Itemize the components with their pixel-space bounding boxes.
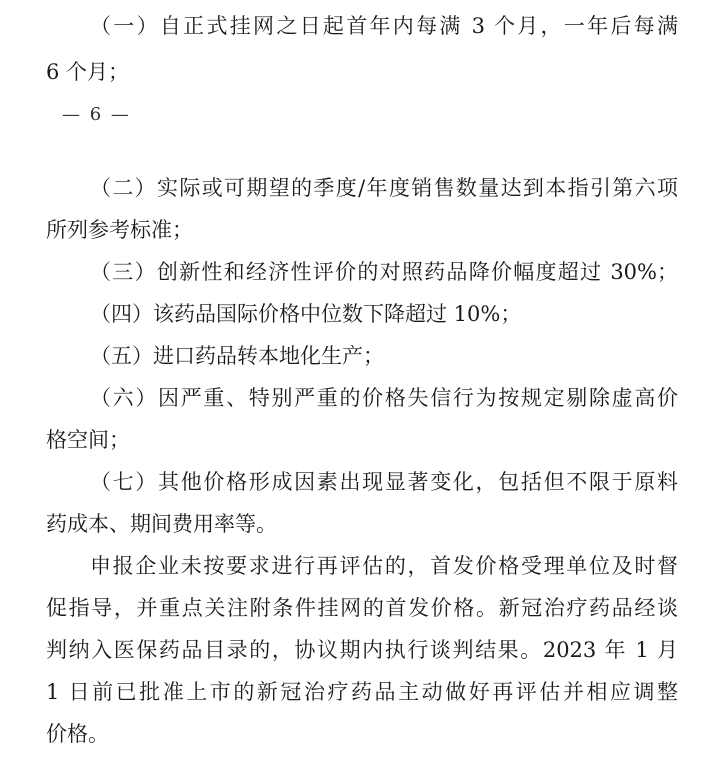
paragraph-1-line-1: （一）自正式挂网之日起首年内每满 3 个月，一年后每满 [90, 14, 678, 38]
paragraph-7-line-1: （七）其他价格形成因素出现显著变化，包括但不限于原料 [90, 470, 678, 494]
paragraph-8-line-2: 促指导，并重点关注附条件挂网的首发价格。新冠治疗药品经谈 [46, 596, 678, 620]
paragraph-6-line-2: 格空间； [46, 428, 130, 452]
paragraph-8-line-4: 1 日前已批准上市的新冠治疗药品主动做好再评估并相应调整 [46, 680, 678, 704]
paragraph-8-line-3: 判纳入医保药品目录的，协议期内执行谈判结果。2023 年 1 月 [46, 638, 678, 662]
paragraph-5: （五）进口药品转本地化生产； [90, 344, 384, 368]
page-number: — 6 — [62, 104, 131, 125]
paragraph-1-line-2: 6 个月； [46, 60, 130, 84]
paragraph-7-line-2: 药成本、期间费用率等。 [46, 512, 277, 536]
paragraph-2-line-1: （二）实际或可期望的季度/年度销售数量达到本指引第六项 [90, 176, 678, 200]
paragraph-6-line-1: （六）因严重、特别严重的价格失信行为按规定剔除虚高价 [90, 386, 678, 410]
paragraph-3: （三）创新性和经济性评价的对照药品降价幅度超过 30%； [90, 260, 678, 284]
paragraph-8-line-1: 申报企业未按要求进行再评估的，首发价格受理单位及时督 [90, 554, 678, 578]
paragraph-4: （四）该药品国际价格中位数下降超过 10%； [90, 302, 522, 326]
paragraph-2-line-2: 所列参考标准； [46, 218, 193, 242]
paragraph-8-line-5: 价格。 [46, 722, 109, 746]
